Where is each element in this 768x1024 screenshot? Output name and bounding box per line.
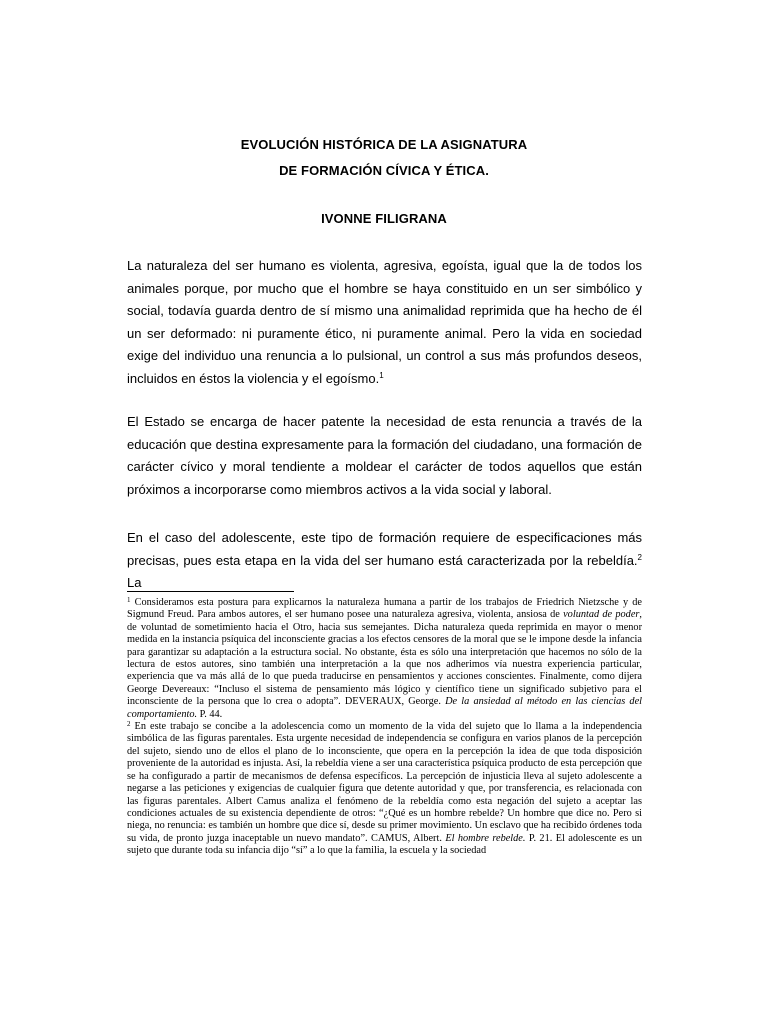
paragraph-text: El Estado se encarga de hacer patente la necesidad de esta renuncia a través de la educación que destina expresamente para la formación del ciudadano, una formación de carácter cívico y moral tendiente a moldear el carácter de todos aquellos que están próximos a incorporarse como miembros activos a la vida social y laboral.	[127, 414, 642, 497]
footnote-text: , de voluntad de sometimiento hacia el Otro, hacia sus semejantes. Dicha naturaleza queda reprimida en mayor o menor medida en la instancia psíquica del inconsciente gracias a los efectos censores de la moral que se le impone desde la infancia para garantizar su adaptación a la estructura social. No obstante, ésta es sólo una interpretación que hacemos no sólo de la lectura de estos autores, sino también una interpretación a la que nos adherimos vía nuestra experiencia particular, experiencia que va más allá de lo que pueda traducirse en pensamientos y acciones conscientes. Finalmente, como dijera George Devereaux: “Incluso el sistema de pensamiento más lógico y científico tiene un significado subjetivo para el inconsciente de la persona que lo crea o adopta”. DEVERAUX, George.	[127, 609, 642, 708]
body-paragraph-3	[127, 527, 642, 595]
footnote-1	[127, 597, 642, 721]
footnote-text: Consideramos esta postura para explicarnos la naturaleza humana a partir de los trabajos de Friedrich Nietzsche y de Sigmund Freud. Para ambos autores, el ser humano posee una naturaleza agresiva, violenta, ansiosa de	[127, 597, 642, 621]
footnote-italic-text: De la ansiedad al método en las ciencias del comportamiento.	[127, 696, 642, 720]
body-paragraph-1	[127, 255, 642, 391]
footnote-separator	[127, 591, 294, 592]
footnote-reference-1[interactable]: 1	[379, 370, 384, 380]
footnotes-section	[127, 597, 642, 858]
paragraph-text-continued: La	[127, 575, 142, 591]
paragraph-text: En el caso del adolescente, este tipo de formación requiere de especificaciones más precisas, pues esta etapa en la vida del ser humano está caracterizada por la rebeldía.	[127, 530, 642, 568]
document-title-line-2: DE FORMACIÓN CÍVICA Y ÉTICA.	[279, 163, 489, 178]
document-title-line-1: EVOLUCIÓN HISTÓRICA DE LA ASIGNATURA	[240, 137, 528, 152]
footnote-reference-2[interactable]: 2	[637, 552, 642, 562]
footnote-italic-text: voluntad de poder	[563, 609, 640, 621]
footnote-2	[127, 721, 642, 857]
footnote-marker: 2	[127, 720, 131, 729]
author-name: IVONNE FILIGRANA	[321, 211, 447, 226]
footnote-italic-text: El hombre rebelde.	[445, 832, 526, 844]
paragraph-text: La naturaleza del ser humano es violenta, agresiva, egoísta, igual que la de todos los animales porque, por mucho que el hombre se haya constituido en un ser simbólico y social, todavía guarda dentro de sí mismo una animalidad reprimida que ha hecho de él un ser deformado: ni puramente ético, ni puramente animal. Pero la vida en sociedad exige del individuo una renuncia a lo pulsional, un control a sus más profundos deseos, incluidos en éstos la violencia y el egoísmo.	[127, 258, 642, 386]
footnote-text: P. 44.	[197, 708, 223, 720]
body-paragraph-2	[127, 411, 642, 501]
footnote-text: P. 21. El adolescente es un sujeto que durante toda su infancia dijo “sí” a lo que la familia, la escuela y la sociedad	[127, 832, 642, 857]
footnote-text: En este trabajo se concibe a la adolescencia como un momento de la vida del sujeto que lo llama a la independencia simbólica de las figuras parentales. Esta urgente necesidad de independencia se configura en varios planos de la percepción del sujeto, siendo uno de ellos el plano de lo inconsciente, que opera en la percepción la idea de que toda disposición proveniente de la autoridad es injusta. Así, la rebeldía viene a ser una característica psíquica producto de esta percepción que se ha configurado a partir de mecanismos de defensa específicos. La percepción de injusticia lleva al sujeto adolescente a negarse a las peticiones y exigencias de cualquier figura que detente autoridad y que, por transferencia, es relacionada con las figuras parentales. Albert Camus analiza el fenómeno de la rebeldía como esta negación del sujeto a aceptar las condiciones actuales de su existencia dependiente de otros: “¿Qué es un hombre rebelde? Un hombre que dice no. Pero si niega, no renuncia: es también un hombre que dice sí, desde su primer movimiento. Un esclavo que ha recibido órdenes toda su vida, de pronto juzga inaceptable un nuevo mandato”. CAMUS, Albert.	[127, 721, 642, 844]
footnote-marker: 1	[127, 596, 131, 604]
